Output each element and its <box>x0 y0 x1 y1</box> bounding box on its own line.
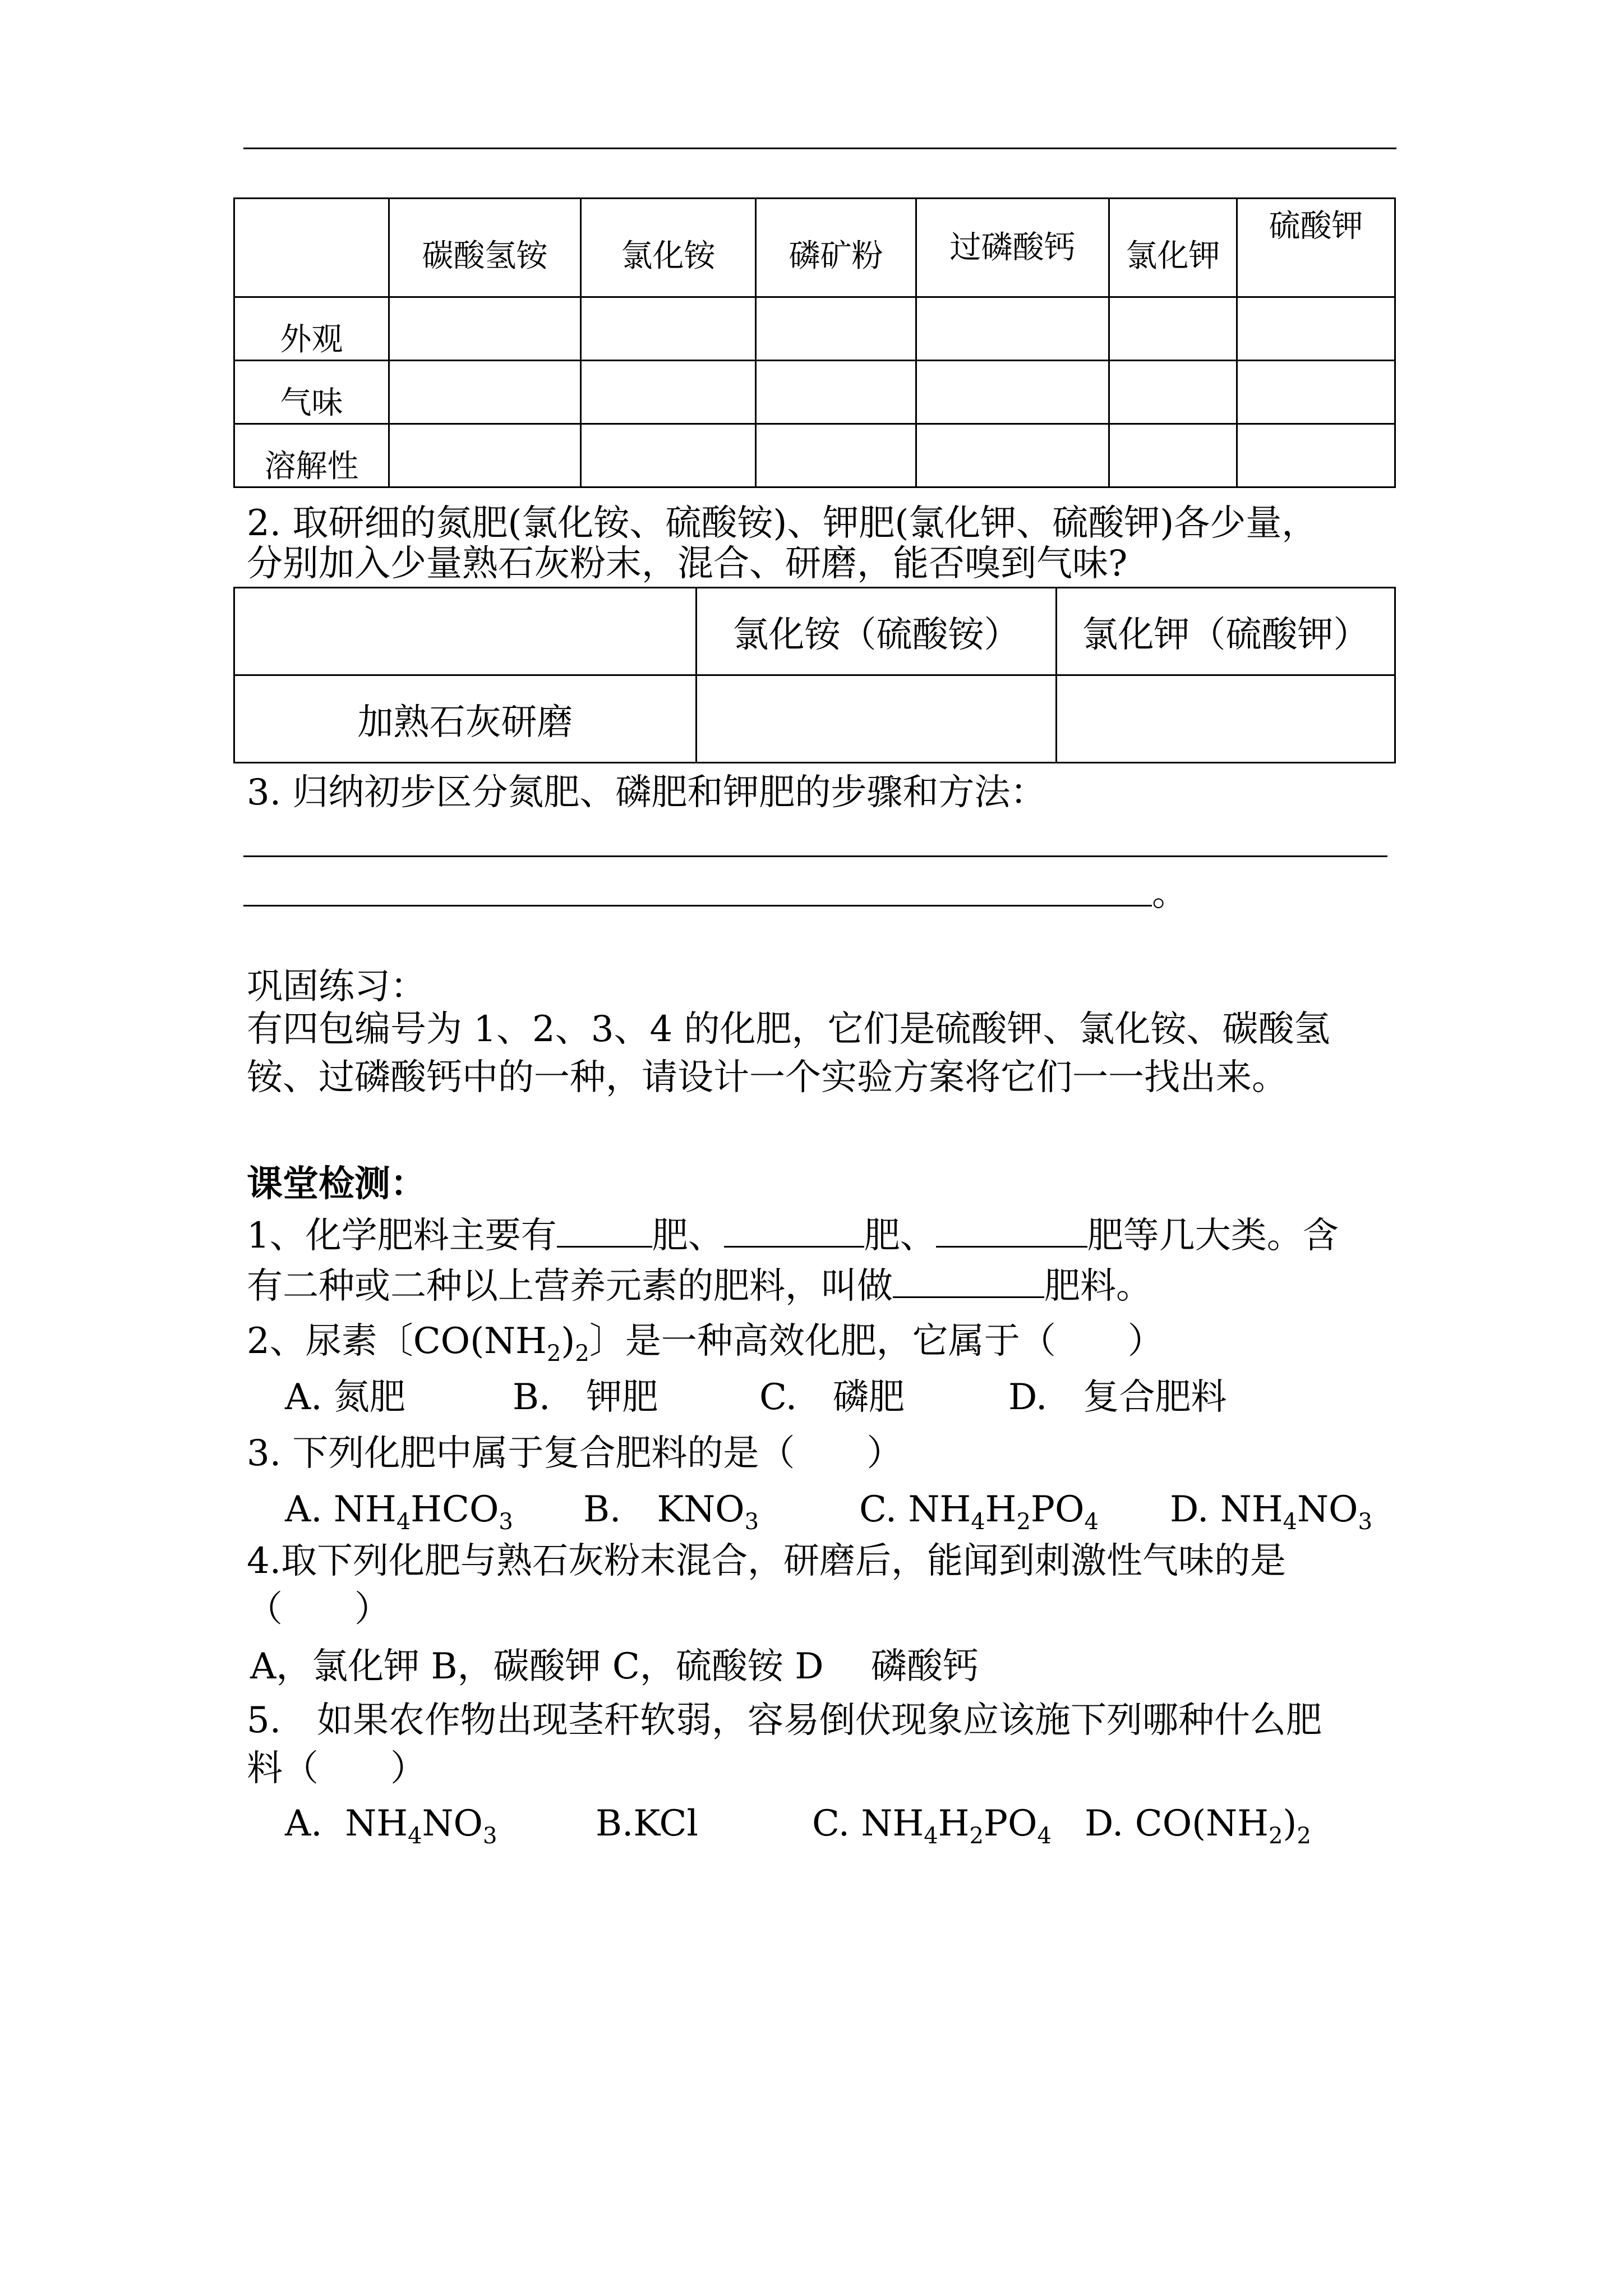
test-q1-line1 <box>247 1212 1339 1260</box>
table1-header-potassium-chloride: 氯化钾 <box>1109 199 1237 297</box>
table1-header-empty <box>234 199 389 297</box>
q2-option-b[interactable]: B. 钾肥 <box>513 1377 658 1418</box>
table2-row-label: 加熟石灰研磨 <box>234 675 697 763</box>
table2-header-potassium: 氯化钾（硫酸钾） <box>1057 588 1395 675</box>
test-q1-c: 肥、 <box>864 1215 936 1257</box>
table1-header-phosphate-rock: 磷矿粉 <box>756 199 916 297</box>
q3-option-a[interactable]: A. $NH_4HCO_3$ <box>285 1489 513 1535</box>
table1-row-appearance: 外观 <box>234 297 389 361</box>
test-title: 课堂检测： <box>247 1163 426 1205</box>
test-q1-e: 有二种或二种以上营养元素的肥料，叫做 <box>247 1266 893 1307</box>
test-q4-options[interactable]: A，氯化钾 B，碳酸钾 C，硫酸铵 D 磷酸钙 <box>250 1646 979 1687</box>
q3-answer-line-1[interactable] <box>243 855 1387 857</box>
q1-blank-2[interactable] <box>724 1212 864 1248</box>
test-q1-line2 <box>247 1262 1152 1310</box>
practice-line1: 有四包编号为 1、2、3、4 的化肥，它们是硫酸钾、氯化铵、碳酸氢 <box>247 1009 1330 1050</box>
q3-answer-line-2[interactable] <box>243 905 1152 907</box>
table1-header-ammonium-chloride: 氯化铵 <box>581 199 756 297</box>
table1-row-solubility: 溶解性 <box>234 424 389 487</box>
test-q4-line1: 4.取下列化肥与熟石灰粉末混合，研磨后，能闻到刺激性气味的是 <box>247 1540 1287 1582</box>
q2-line1: 2. 取研细的氮肥(氯化铵、硫酸铵)、钾肥(氯化钾、硫酸钾)各少量， <box>247 503 1318 544</box>
practice-line2: 铵、过磷酸钙中的一种，请设计一个实验方案将它们一一找出来。 <box>247 1057 1288 1098</box>
q2-option-a[interactable]: A. 氮肥 <box>285 1377 405 1418</box>
test-q2: 2、尿素〔$CO(NH_2)_2$〕是一种高效化肥，它属于（ ） <box>247 1320 1164 1366</box>
observation-table <box>233 197 1396 488</box>
q5-option-a[interactable]: A. $NH_4NO_3$ <box>285 1803 497 1849</box>
test-q1-f: 肥料。 <box>1044 1266 1152 1307</box>
test-q5-line1: 5. 如果农作物出现茎秆软弱，容易倒伏现象应该施下列哪种什么肥 <box>247 1700 1322 1741</box>
q1-blank-4[interactable] <box>893 1263 1044 1298</box>
q5-option-c[interactable]: C. $NH_4H_2PO_4$ <box>812 1803 1052 1849</box>
table1-header-potassium-sulfate: 硫酸钾 <box>1237 199 1395 297</box>
table2-header-empty <box>234 588 697 675</box>
table1-header-superphosphate: 过磷酸钙 <box>916 199 1109 297</box>
q2-option-c[interactable]: C. 磷肥 <box>759 1377 905 1418</box>
test-q5-line2: 料（ ） <box>247 1748 426 1789</box>
q3-option-c[interactable]: C. $NH_4H_2PO_4$ <box>859 1489 1099 1535</box>
grinding-table <box>233 587 1396 763</box>
q1-blank-1[interactable] <box>557 1212 652 1248</box>
q1-blank-3[interactable] <box>936 1212 1087 1248</box>
test-q4-line2: （ ） <box>247 1589 390 1630</box>
test-q1-b: 肥、 <box>652 1215 724 1257</box>
q5-option-d[interactable]: D. $CO(NH_2)_2$ <box>1085 1803 1311 1849</box>
top-rule <box>243 148 1396 149</box>
q3-text: 3. 归纳初步区分氮肥、磷肥和钾肥的步骤和方法： <box>247 772 1046 813</box>
test-q3: 3. 下列化肥中属于复合肥料的是（ ） <box>247 1433 903 1474</box>
test-q1-d: 肥等几大类。含 <box>1087 1215 1339 1257</box>
q5-option-b[interactable]: B.KCl <box>596 1803 698 1844</box>
test-q1-a: 1、化学肥料主要有 <box>247 1215 557 1257</box>
table1-row-odor: 气味 <box>234 361 389 424</box>
q2-option-d[interactable]: D. 复合肥料 <box>1008 1377 1227 1418</box>
practice-title: 巩固练习： <box>247 966 426 1007</box>
q3-option-b[interactable]: B. $KNO_3$ <box>583 1489 759 1535</box>
table1-header-ammonium-bicarbonate: 碳酸氢铵 <box>389 199 581 297</box>
table2-header-ammonium: 氯化铵（硫酸铵） <box>697 588 1057 675</box>
q3-option-d[interactable]: D. $NH_4NO_3$ <box>1170 1489 1372 1535</box>
q2-line2: 分别加入少量熟石灰粉末，混合、研磨，能否嗅到气味? <box>247 543 1128 585</box>
q3-end-mark: 。 <box>1152 873 1188 914</box>
